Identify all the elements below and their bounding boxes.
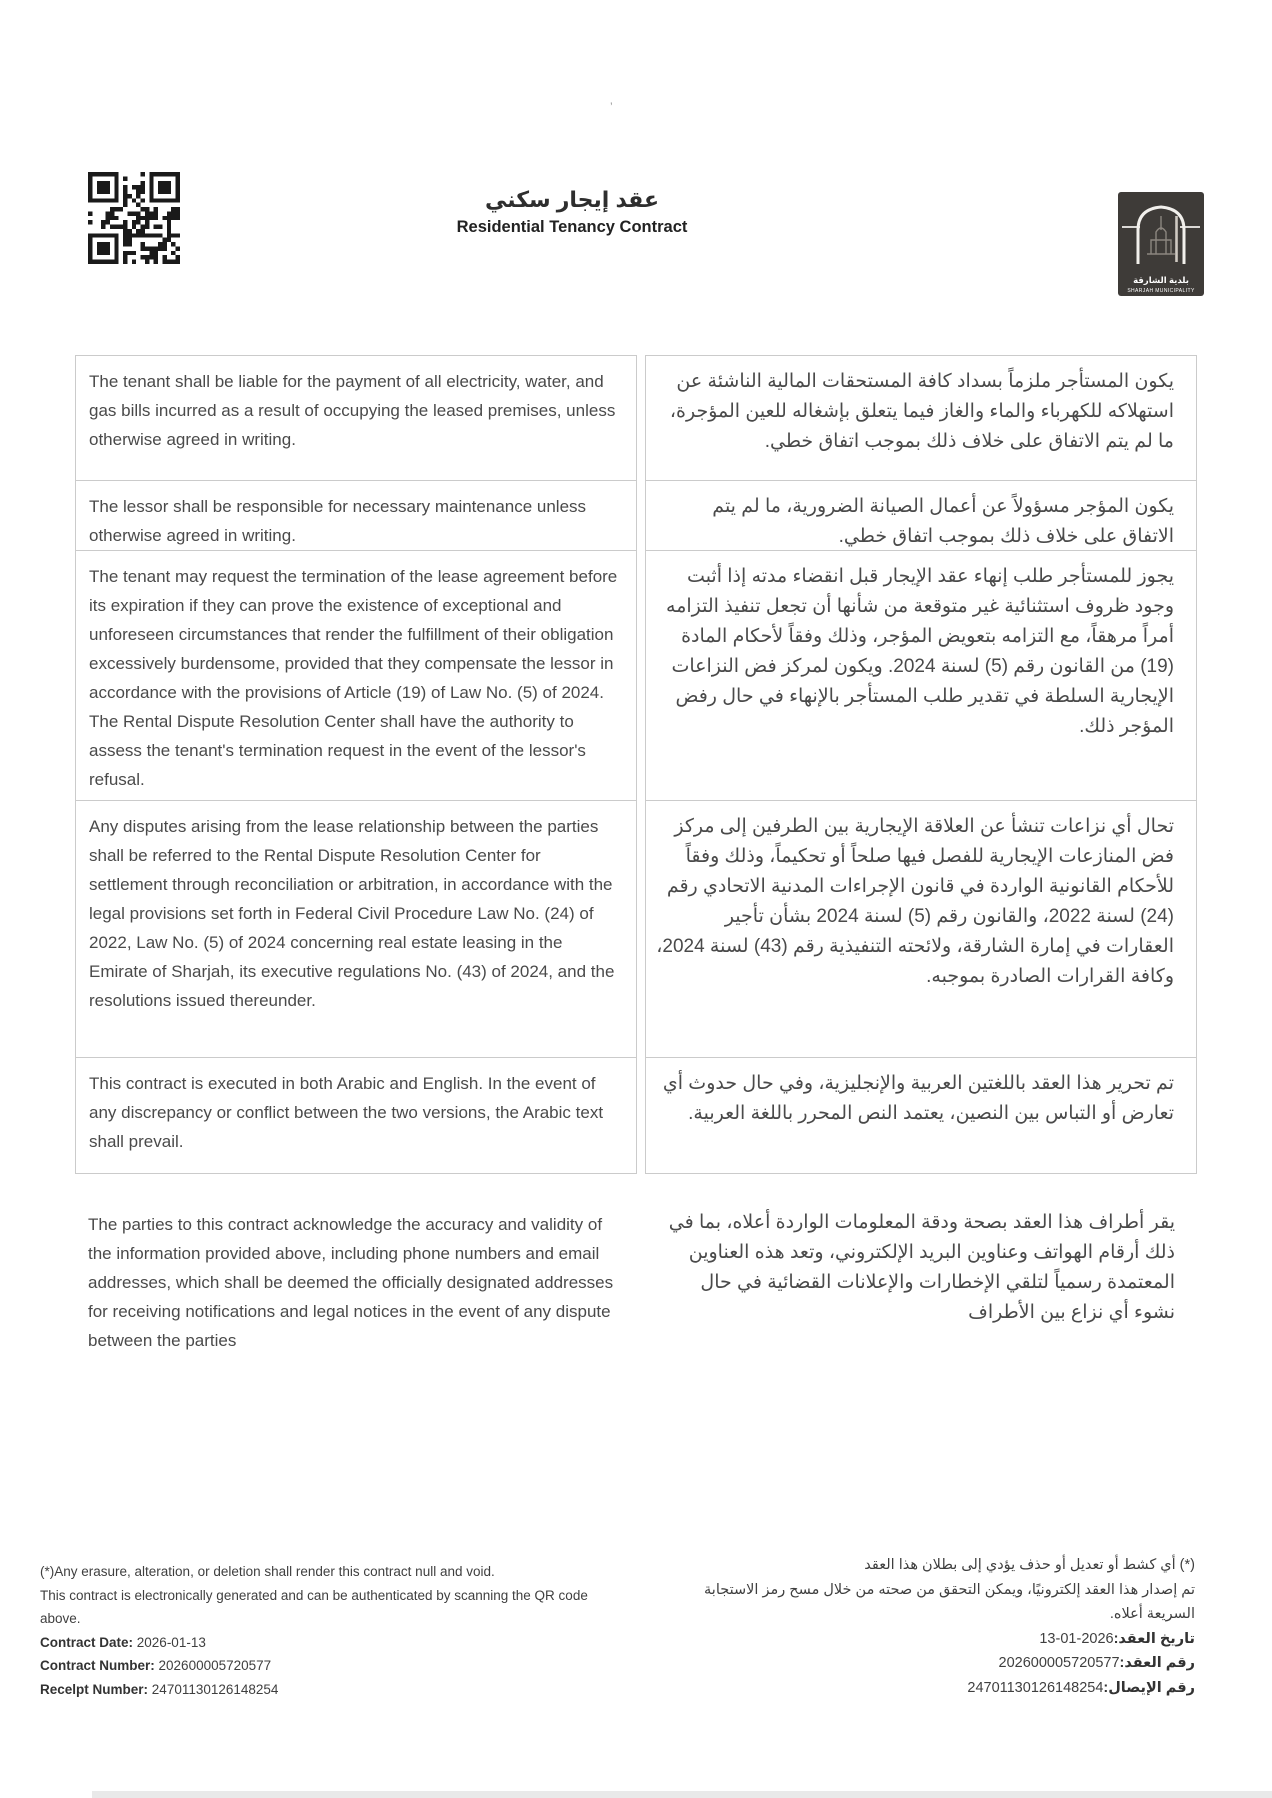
acknowledgement-en: The parties to this contract acknowledge the accuracy and validity of the information provided above, including phone numbers and email addresses, which shall be deemed the officially designated addresses for receiving notifications and legal notices in the event of any dispute between the parties [88, 1215, 614, 1350]
contract-date-ar [655, 1627, 1195, 1652]
clause-maintenance-ar: يكون المؤجر مسؤولاً عن أعمال الصيانة الضرورية، ما لم يتم الاتفاق على خلاف ذلك بموجب اتفاق خطي. [646, 481, 1196, 551]
contract-date-value-en: 2026-01-13 [136, 1634, 206, 1650]
scan-artifact-mark: ’ [610, 100, 613, 114]
clause-column-arabic [645, 355, 1197, 1174]
receipt-number-en [40, 1678, 592, 1702]
clause-utilities-ar: يكون المستأجر ملزماً بسداد كافة المستحقات المالية الناشئة عن استهلاكه للكهرباء والماء والغاز فيما يتعلق بإشغاله للعين المؤجرة، ما لم يتم الاتفاق على خلاف ذلك بموجب اتفاق خطي. [646, 356, 1196, 481]
footnote-void-en: (*)Any erasure, alteration, or deletion shall render this contract null and void. [40, 1564, 495, 1579]
clause-table [75, 355, 1197, 1174]
footnotes-english [40, 1560, 592, 1701]
clause-language-ar: تم تحرير هذا العقد باللغتين العربية والإنجليزية، وفي حال حدوث أي تعارض أو التباس بين النصين، يعتمد النص المحرر باللغة العربية. [662, 1073, 1174, 1124]
footnote-generated-ar: تم إصدار هذا العقد إلكترونيًا، ويمكن التحقق من صحته من خلال مسح رمز الاستجابة السريعة أعلاه. [704, 1581, 1195, 1622]
contract-number-value-ar: 202600005720577 [998, 1655, 1120, 1671]
receipt-number-value-ar: 24701130126148254 [967, 1679, 1104, 1696]
clause-utilities-en: The tenant shall be liable for the payment of all electricity, water, and gas bills incurred as a result of occupying the leased premises, unless otherwise agreed in writing. [76, 356, 636, 481]
contract-number-label-en: Contract Number: [40, 1658, 155, 1673]
clause-disputes-en: Any disputes arising from the lease relationship between the parties shall be referred to the Rental Dispute Resolution Center for settlement through reconciliation or arbitration, in accordance with the legal provisions set forth in Federal Civil Procedure Law No. (24) of 2022, Law No. (5) of 2024 concerning real estate leasing in the Emirate of Sharjah, its executive regulations No. (43) of 2024, and the resolutions issued thereunder. [76, 801, 636, 1058]
contract-date-en [40, 1631, 592, 1655]
contract-date-value-ar: 2026-01-13 [1039, 1630, 1114, 1647]
clause-termination-en: The tenant may request the termination of the lease agreement before its expiration if they can prove the existence of exceptional and unforeseen circumstances that render the fulfillment of their obligation excessively burdensome, provided that they compensate the lessor in accordance with the provisions of Article (19) of Law No. (5) of 2024. The Rental Dispute Resolution Center shall have the authority to assess the tenant's termination request in the event of the lessor's refusal. [76, 551, 636, 801]
contract-number-label-ar: رقم العقد: [1119, 1655, 1195, 1671]
contract-number-ar [655, 1651, 1195, 1676]
page-title [372, 186, 772, 240]
qr-code-icon [88, 172, 180, 264]
receipt-number-label-ar: رقم الإيصال: [1103, 1679, 1195, 1696]
acknowledgement-ar: يقر أطراف هذا العقد بصحة ودقة المعلومات الواردة أعلاه، بما في ذلك أرقام الهواتف وعناوين البريد الإلكتروني، وتعد هذه العناوين المعتمدة رسمياً لتلقي الإخطارات والإعلانات القضائية في حال نشوء أي نزاع بين الأطراف [668, 1212, 1175, 1323]
contract-number-value-en: 202600005720577 [158, 1658, 272, 1673]
receipt-number-label-en: Recelpt Number: [40, 1681, 149, 1697]
clause-disputes-ar: تحال أي نزاعات تنشأ عن العلاقة الإيجارية بين الطرفين إلى مركز فض المنازعات الإيجارية للفصل فيها صلحاً أو تحكيماً، وذلك وفقاً للأحكام القانونية الواردة في قانون الإجراءات المدنية الاتحادي رقم (24) لسنة 2022، والقانون رقم (5) لسنة 2024 بشأن تأجير العقارات في إمارة الشارقة، ولائحته التنفيذية رقم (43) لسنة 2024، وكافة القرارات الصادرة بموجبه. [646, 801, 1196, 1058]
clause-language-en: This contract is executed in both Arabic and English. In the event of any discrepancy or conflict between the two versions, the Arabic text shall prevail. [89, 1074, 604, 1151]
receipt-number-value-en: 24701130126148254 [151, 1681, 279, 1697]
clause-column-english [75, 355, 637, 1174]
footnote-void-ar: (*) أي كشط أو تعديل أو حذف يؤدي إلى بطلان هذا العقد [864, 1557, 1195, 1573]
page-title-english: Residential Tenancy Contract [456, 218, 688, 236]
page-edge-strip [92, 1791, 1272, 1798]
acknowledgement-section [75, 1200, 1197, 1355]
logo-name-english: SHARJAH MUNICIPALITY [1127, 288, 1195, 294]
logo-name-arabic: بلدية الشارقة [1133, 275, 1189, 285]
receipt-number-ar [655, 1676, 1195, 1701]
contract-date-label-en: Contract Date: [40, 1634, 134, 1650]
clause-termination-ar: يجوز للمستأجر طلب إنهاء عقد الإيجار قبل انقضاء مدته إذا أثبت وجود ظروف استثنائية غير متوقعة من شأنها أن تجعل تنفيذ التزامه أمراً مرهقاً، مع التزامه بتعويض المؤجر، وذلك وفقاً لأحكام المادة (19) من القانون رقم (5) لسنة 2024. ويكون لمركز فض النزاعات الإيجارية السلطة في تقدير طلب المستأجر بالإنهاء في حال رفض المؤجر ذلك. [646, 551, 1196, 801]
sharjah-municipality-logo-icon [1118, 192, 1204, 296]
footnote-generated-en: This contract is electronically generated and can be authenticated by scanning the QR code above. [40, 1587, 588, 1626]
clause-maintenance-en: The lessor shall be responsible for necessary maintenance unless otherwise agreed in writing. [76, 481, 636, 551]
page-title-arabic: عقد إيجار سكني [484, 187, 660, 212]
contract-number-en [40, 1654, 592, 1678]
contract-date-label-ar: تاريخ العقد: [1113, 1630, 1195, 1647]
footnotes-arabic [655, 1553, 1195, 1700]
